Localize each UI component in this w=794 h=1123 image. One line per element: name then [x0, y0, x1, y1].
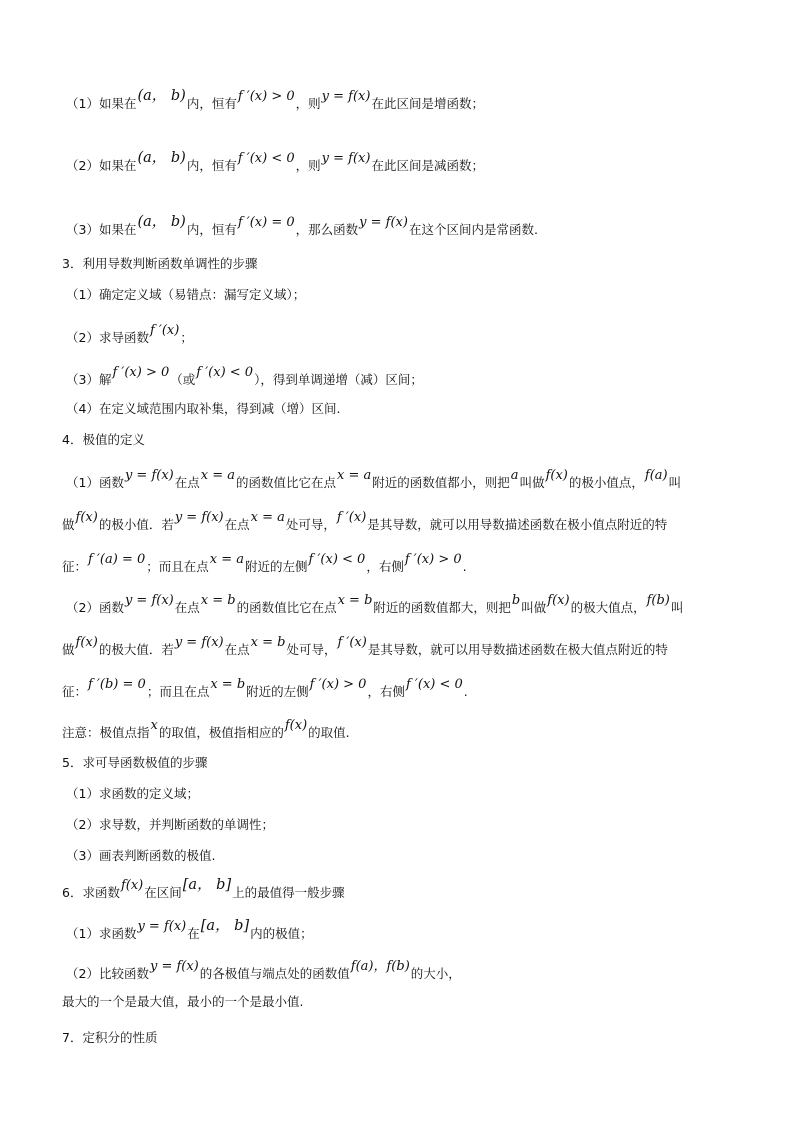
- step-5-2: [66, 817, 274, 833]
- text-run: 征：: [62, 559, 88, 574]
- math-formula: f(x): [75, 635, 98, 650]
- math-formula: [a， b]: [182, 877, 232, 893]
- text-run: （3）解: [66, 372, 112, 387]
- math-formula: f ′(x) < 0: [405, 677, 463, 692]
- step-3-1: [66, 287, 305, 303]
- text-run: 内，恒有: [186, 222, 237, 237]
- math-formula: (a， b): [137, 88, 186, 104]
- text-run: .: [463, 684, 468, 699]
- section-4-heading: [62, 432, 145, 448]
- math-formula: y = f(x): [149, 959, 199, 974]
- math-formula: f ′(x) > 0: [237, 89, 295, 104]
- math-formula: f(x): [120, 878, 144, 893]
- text-run: ；: [180, 330, 193, 345]
- math-formula: f ′(x): [336, 510, 367, 525]
- text-run: 最大的一个是最大值，最小的一个是最小值.: [62, 994, 304, 1009]
- text-run: ，则: [295, 158, 321, 173]
- step-6-conclusion: [62, 994, 303, 1010]
- text-run: 在点: [174, 475, 200, 490]
- math-formula: x = b: [250, 635, 286, 650]
- condition-increasing: [66, 88, 484, 113]
- text-run: （2）如果在: [66, 158, 137, 173]
- text-run: （2）比较函数: [66, 966, 149, 981]
- text-run: 的各极值与端点处的函数值: [199, 966, 350, 981]
- math-formula: y = f(x): [124, 593, 174, 608]
- math-formula: f(a)，f(b): [350, 959, 410, 974]
- math-formula: f ′(x): [337, 635, 367, 650]
- section-7-heading: [62, 1030, 157, 1046]
- text-run: 的极大值点，: [570, 600, 646, 615]
- text-run: （4）在定义域范围内取补集，得到减（增）区间.: [66, 401, 341, 416]
- minimum-definition-line-1: [66, 468, 682, 492]
- math-formula: y = f(x): [359, 215, 408, 230]
- math-formula: x = b: [210, 677, 246, 692]
- math-formula: f ′(x) > 0: [404, 552, 462, 567]
- text-run: 4．极值的定义: [62, 432, 145, 447]
- section-6-heading: [62, 877, 345, 902]
- text-run: 是其导数，就可以用导数描述函数在极大值点附近的特: [367, 642, 668, 657]
- math-formula: a: [510, 468, 519, 483]
- math-formula: x = a: [209, 552, 244, 567]
- text-run: 内的极值；: [250, 926, 313, 941]
- text-run: （2）求导函数: [66, 330, 149, 345]
- math-formula: b: [511, 593, 521, 608]
- math-formula: y = f(x): [137, 919, 187, 934]
- text-run: ，右侧: [366, 559, 404, 574]
- math-formula: [a， b]: [200, 918, 250, 934]
- text-run: （3）画表判断函数的极值.: [66, 848, 216, 863]
- math-formula: f ′(a) = 0: [88, 552, 146, 567]
- math-formula: x = a: [250, 510, 285, 525]
- math-formula: y = f(x): [174, 510, 224, 525]
- text-run: 在点: [224, 517, 250, 532]
- text-run: （1）函数: [66, 475, 124, 490]
- step-6-2: [66, 959, 461, 983]
- text-run: 叫: [670, 600, 684, 615]
- text-run: 的取值，极值指相应的: [158, 725, 284, 740]
- math-formula: f ′(x) > 0: [112, 365, 170, 380]
- maximum-definition-line-1: [66, 593, 684, 617]
- math-formula: y = f(x): [124, 468, 174, 483]
- text-run: 内，恒有: [186, 158, 237, 173]
- math-formula: f ′(x): [149, 323, 180, 338]
- math-formula: f(b): [646, 593, 670, 608]
- text-run: 6．求函数: [62, 885, 120, 900]
- text-run: ，右侧: [367, 684, 405, 699]
- step-3-4: [66, 401, 340, 417]
- text-run: 上的最值得一般步骤: [232, 885, 345, 900]
- math-formula: f ′(x) < 0: [237, 151, 295, 166]
- maximum-definition-line-2: [62, 635, 668, 659]
- math-formula: x: [150, 718, 158, 733]
- text-run: 处可导，: [286, 642, 337, 657]
- text-run: 做: [62, 517, 75, 532]
- extremum-note: [62, 718, 350, 742]
- step-6-1: [66, 918, 313, 943]
- text-run: （3）如果在: [66, 222, 137, 237]
- step-5-1: [66, 786, 199, 802]
- text-run: 做: [62, 642, 75, 657]
- text-run: 的大小，: [410, 966, 461, 981]
- text-run: 叫做: [521, 600, 547, 615]
- condition-constant: [66, 214, 538, 239]
- text-run: 在点: [224, 642, 250, 657]
- text-run: 叫: [668, 475, 682, 490]
- text-run: ，那么函数: [295, 222, 359, 237]
- step-3-3: [66, 365, 423, 389]
- text-run: （1）求函数: [66, 926, 137, 941]
- math-formula: (a， b): [137, 150, 186, 166]
- text-run: 的函数值比它在点: [236, 475, 337, 490]
- text-run: 在此区间是减函数；: [371, 158, 484, 173]
- text-run: 叫做: [519, 475, 545, 490]
- math-formula: x = a: [337, 468, 372, 483]
- text-run: 附近的左侧: [246, 684, 309, 699]
- math-formula: x = b: [337, 593, 373, 608]
- text-run: 的极小值点，: [568, 475, 644, 490]
- math-formula: f(a): [644, 468, 668, 483]
- text-run: ；而且在点: [146, 684, 210, 699]
- text-run: 的函数值比它在点: [236, 600, 337, 615]
- math-formula: f ′(x) < 0: [308, 552, 366, 567]
- math-formula: f ′(x) < 0: [196, 365, 254, 380]
- text-run: （1）确定定义域（易错点：漏写定义域）；: [66, 287, 306, 302]
- condition-decreasing: [66, 150, 484, 175]
- text-run: 5．求可导函数极值的步骤: [62, 755, 208, 770]
- text-run: （2）求导数，并判断函数的单调性；: [66, 817, 274, 832]
- text-run: 7．定积分的性质: [62, 1030, 158, 1045]
- text-run: 附近的函数值都小，则把: [372, 475, 510, 490]
- minimum-definition-line-3: [62, 552, 467, 576]
- maximum-definition-line-3: [62, 677, 468, 701]
- text-run: 征：: [62, 684, 88, 699]
- math-formula: x = b: [200, 593, 236, 608]
- text-run: 附近的左侧: [245, 559, 308, 574]
- text-run: 的取值.: [308, 725, 350, 740]
- text-run: （2）函数: [66, 600, 124, 615]
- text-run: 在这个区间内是常函数.: [408, 222, 538, 237]
- text-run: 的极大值．若: [98, 642, 174, 657]
- math-formula: f ′(b) = 0: [88, 677, 146, 692]
- text-run: 在点: [174, 600, 200, 615]
- math-formula: f(x): [284, 718, 308, 733]
- step-5-3: [66, 848, 215, 864]
- text-run: 在区间: [144, 885, 182, 900]
- text-run: 3．利用导数判断函数单调性的步骤: [62, 256, 258, 271]
- math-formula: f(x): [75, 510, 98, 525]
- math-formula: f ′(x) = 0: [237, 215, 295, 230]
- text-run: 内，恒有: [186, 96, 237, 111]
- math-formula: y = f(x): [321, 151, 371, 166]
- math-formula: f ′(x) > 0: [309, 677, 367, 692]
- text-run: 在: [187, 926, 200, 941]
- text-run: 附近的函数值都大，则把: [373, 600, 511, 615]
- step-3-2: [66, 323, 193, 347]
- text-run: （1）如果在: [66, 96, 137, 111]
- math-formula: (a， b): [137, 214, 186, 230]
- text-run: ，则: [295, 96, 321, 111]
- text-run: ；而且在点: [146, 559, 209, 574]
- math-formula: y = f(x): [321, 89, 371, 104]
- section-3-heading: [62, 256, 257, 272]
- text-run: 在此区间是增函数；: [371, 96, 484, 111]
- section-5-heading: [62, 755, 207, 771]
- text-run: （1）求函数的定义域；: [66, 786, 199, 801]
- math-formula: x = a: [200, 468, 236, 483]
- text-run: ），得到单调递增（减）区间；: [254, 372, 423, 387]
- text-run: 是其导数，就可以用导数描述函数在极小值点附近的特: [367, 517, 668, 532]
- math-formula: f(x): [547, 593, 570, 608]
- text-run: 处可导，: [285, 517, 336, 532]
- math-formula: f(x): [545, 468, 568, 483]
- text-run: （或: [170, 372, 196, 387]
- math-formula: y = f(x): [174, 635, 224, 650]
- text-run: 的极小值．若: [98, 517, 174, 532]
- text-run: .: [462, 559, 467, 574]
- text-run: 注意：极值点指: [62, 725, 150, 740]
- minimum-definition-line-2: [62, 510, 668, 534]
